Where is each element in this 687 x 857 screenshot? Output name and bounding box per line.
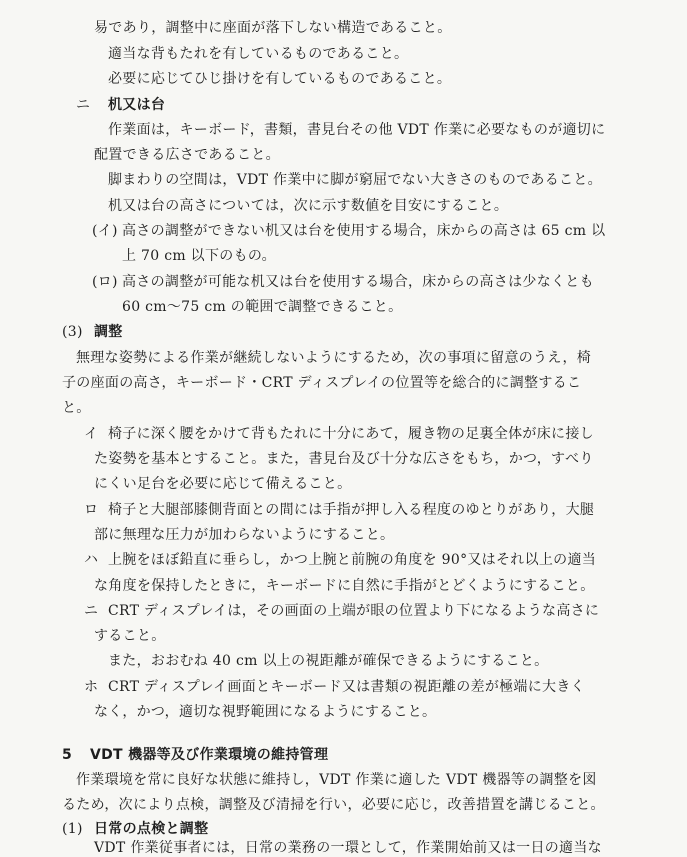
text-line: 作業環境を常に良好な状態に維持し，VDT 作業に適した VDT 機器等の調整を図: [76, 772, 597, 788]
item-marker-ro: ロ: [84, 502, 99, 518]
text-line: 配置できる広さであること。: [94, 147, 280, 163]
text-line: 上腕をほぼ鉛直に垂らし，かつ上腕と前腕の角度を 90°又はそれ以上の適当: [108, 552, 597, 568]
text-line: 子の座面の高さ，キーボード・CRT ディスプレイの位置等を総合的に調整するこ: [62, 375, 582, 391]
text-line: と。: [62, 400, 91, 416]
subheading-daily-check: 日常の点検と調整: [94, 821, 209, 837]
subheading-adjustment: 調整: [94, 324, 123, 340]
text-line: な角度を保持したときに，キーボードに自然に手指がとどくようにすること。: [94, 578, 595, 594]
text-line: また，おおむね 40 cm 以上の視距離が確保できるようにすること。: [108, 653, 549, 669]
text-line: 高さの調整ができない机又は台を使用する場合，床からの高さは 65 cm 以: [122, 223, 606, 239]
item-marker-ni: ニ: [84, 603, 99, 619]
section-heading: VDT 機器等及び作業環境の維持管理: [90, 747, 329, 763]
item-marker-ho: ホ: [84, 679, 99, 695]
text-line: 60 cm〜75 cm の範囲で調整できること。: [122, 299, 403, 315]
text-line: 脚まわりの空間は，VDT 作業中に脚が窮屈でない大きさのものであること。: [108, 172, 602, 188]
text-line: 上 70 cm 以下のもの。: [122, 248, 276, 264]
text-line: 易であり，調整中に座面が落下しない構造であること。: [94, 20, 452, 36]
item-marker-ha: ハ: [84, 552, 99, 568]
text-line: すること。: [94, 628, 166, 644]
section-number: (3): [62, 324, 83, 340]
text-line: 必要に応じてひじ掛けを有しているものであること。: [108, 71, 452, 87]
subheading-desk: 机又は台: [108, 97, 166, 113]
item-marker-i: イ: [84, 426, 99, 442]
text-line: 机又は台の高さについては，次に示す数値を目安にすること。: [108, 198, 509, 214]
item-marker-ni: ニ: [76, 97, 91, 113]
text-line: にくい足台を必要に応じて備えること。: [94, 476, 352, 492]
section-number: 5: [62, 747, 73, 763]
text-line: CRT ディスプレイは，その画面の上端が眼の位置より下になるような高さに: [108, 603, 600, 619]
text-line: なく，かつ，適切な視野範囲になるようにすること。: [94, 704, 437, 720]
text-line: 作業面は，キーボード，書類，書見台その他 VDT 作業に必要なものが適切に: [108, 122, 606, 138]
section-number: (1): [62, 821, 83, 837]
text-line: 椅子と大腿部膝側背面との間には手指が押し入る程度のゆとりがあり，大腿: [108, 502, 595, 518]
text-line: た姿勢を基本とすること。また，書見台及び十分な広さをもち，かつ，すべり: [94, 451, 594, 467]
text-line: 無理な姿勢による作業が継続しないようにするため，次の事項に留意のうえ，椅: [76, 350, 592, 366]
text-line: CRT ディスプレイ画面とキーボード又は書類の視距離の差が極端に大きく: [108, 679, 585, 695]
text-line: 椅子に深く腰をかけて背もたれに十分にあて，履き物の足裏全体が床に接し: [108, 426, 594, 442]
text-line: VDT 作業従事者には，日常の業務の一環として，作業開始前又は一日の適当な: [94, 840, 602, 856]
text-line: 高さの調整が可能な机又は台を使用する場合，床からの高さは少なくとも: [122, 274, 594, 290]
item-marker-i-paren: (イ): [92, 223, 118, 239]
item-marker-ro-paren: (ロ): [92, 274, 118, 290]
text-line: 適当な背もたれを有しているものであること。: [108, 46, 409, 62]
text-line: 部に無理な圧力が加わらないようにすること。: [94, 527, 395, 543]
text-line: るため，次により点検，調整及び清掃を行い，必要に応じ，改善措置を講じること。: [62, 797, 605, 813]
